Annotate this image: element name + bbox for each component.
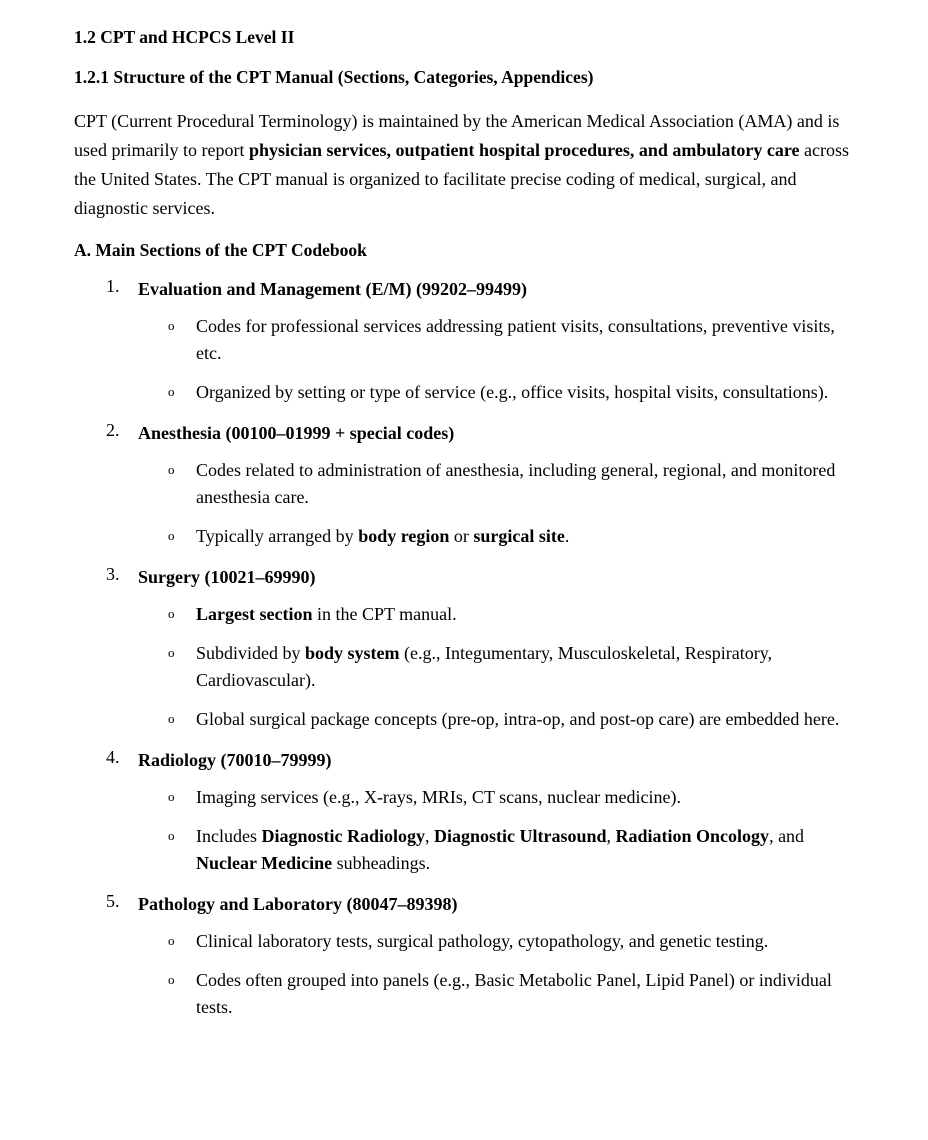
list-item-title: Anesthesia (00100–01999 + special codes) [138,422,455,443]
sub-list-item-bold-1: body system [305,643,400,664]
sub-list [138,457,856,550]
circle-bullet-icon: o [168,383,175,399]
sub-list-item [138,784,856,811]
circle-bullet-icon: o [168,606,175,622]
sub-list-item [138,601,856,628]
sub-list-item-mid: or [449,526,474,547]
circle-bullet-icon: o [168,972,175,988]
list-item [74,276,856,406]
sub-list-item [138,823,856,877]
sub-list [138,601,856,733]
sub-list-item-text: Codes for professional services addressing patient visits, consultations, preventive visits, etc. [196,315,835,363]
sub-list-item-sep-1: , [425,826,434,847]
sub-list-item-post: . [564,526,570,547]
sub-list-item [138,967,856,1021]
intro-part-2: across the United States. The CPT manual is organized to facilitate precise coding of medical, surgical, and diagnostic services. [74,139,849,218]
sub-list-item-text: Clinical laboratory tests, surgical pathology, cytopathology, and genetic testing. [196,931,769,952]
list-item-number: 3. [106,564,120,585]
circle-bullet-icon: o [168,933,175,949]
list-item-title: Surgery (10021–69990) [138,567,316,588]
sub-list-item-post: in the CPT manual. [312,604,457,625]
sub-list-item-pre: Includes [196,826,262,847]
sub-list-item-sep-3: , and [769,826,805,847]
list-item-number: 1. [106,275,120,296]
sub-list-item [138,523,856,550]
sub-list-item-text: Organized by setting or type of service (e.g., office visits, hospital visits, consultations). [196,381,829,402]
list-item [74,747,856,877]
sub-list-item-bold-1: body region [358,526,450,547]
sub-list-item-bold-4: Nuclear Medicine [196,853,333,874]
sub-list-item-post: subheadings. [332,853,431,874]
list-item [74,564,856,733]
sub-list-item-text: Imaging services (e.g., X-rays, MRIs, CT scans, nuclear medicine). [196,787,682,808]
sub-list-item [138,640,856,694]
sub-list-item [138,706,856,733]
sub-list [138,784,856,877]
sub-list-item-post: (e.g., Integumentary, Musculoskeletal, Respiratory, Cardiovascular). [196,643,773,691]
intro-paragraph [74,107,856,224]
sub-list-item-pre: Subdivided by [196,643,306,664]
circle-bullet-icon: o [168,645,175,661]
list-item-number: 4. [106,747,120,768]
section-heading-1-2: 1.2 CPT and HCPCS Level II [74,27,295,47]
intro-part-1: CPT (Current Procedural Terminology) is maintained by the American Medical Association (AMA) and is used primarily to report [74,110,840,160]
circle-bullet-icon: o [168,317,175,333]
list-item-title: Pathology and Laboratory (80047–89398) [138,894,458,915]
sub-list-item-bold-3: Radiation Oncology [615,826,770,847]
section-heading-1-2-1: 1.2.1 Structure of the CPT Manual (Sections, Categories, Appendices) [74,66,594,87]
sub-list-item-bold-1: Diagnostic Radiology [261,826,425,847]
sub-list [138,313,856,406]
sub-list-item-bold-2: surgical site [473,526,565,547]
sub-list-item [138,457,856,511]
list-item-title: Radiology (70010–79999) [138,750,332,771]
list-item-title: Evaluation and Management (E/M) (99202–99499) [138,278,527,299]
sub-list-item-text: Codes related to administration of anesthesia, including general, regional, and monitored anesthesia care. [196,460,836,508]
sub-list-item-text: Codes often grouped into panels (e.g., Basic Metabolic Panel, Lipid Panel) or individual tests. [196,970,832,1018]
list-item [74,891,856,1021]
sub-list-item-bold-lead: Largest section [196,604,313,625]
circle-bullet-icon: o [168,828,175,844]
intro-bold-1: physician services, outpatient hospital procedures, and ambulatory care [248,139,800,160]
sub-list-item-text: Global surgical package concepts (pre-op, intra-op, and post-op care) are embedded here. [196,709,840,730]
circle-bullet-icon: o [168,789,175,805]
sub-list-item [138,313,856,367]
main-sections-list [74,276,856,1021]
sub-list [138,928,856,1021]
subsection-heading-a: A. Main Sections of the CPT Codebook [74,240,367,261]
list-item [74,420,856,550]
sub-list-item-sep-2: , [606,826,616,847]
sub-list-item-bold-2: Diagnostic Ultrasound [434,826,607,847]
sub-list-item [138,379,856,406]
list-item-number: 5. [106,891,120,912]
circle-bullet-icon: o [168,528,175,544]
sub-list-item [138,928,856,955]
circle-bullet-icon: o [168,711,175,727]
circle-bullet-icon: o [168,462,175,478]
sub-list-item-pre: Typically arranged by [196,526,359,547]
list-item-number: 2. [106,419,120,440]
